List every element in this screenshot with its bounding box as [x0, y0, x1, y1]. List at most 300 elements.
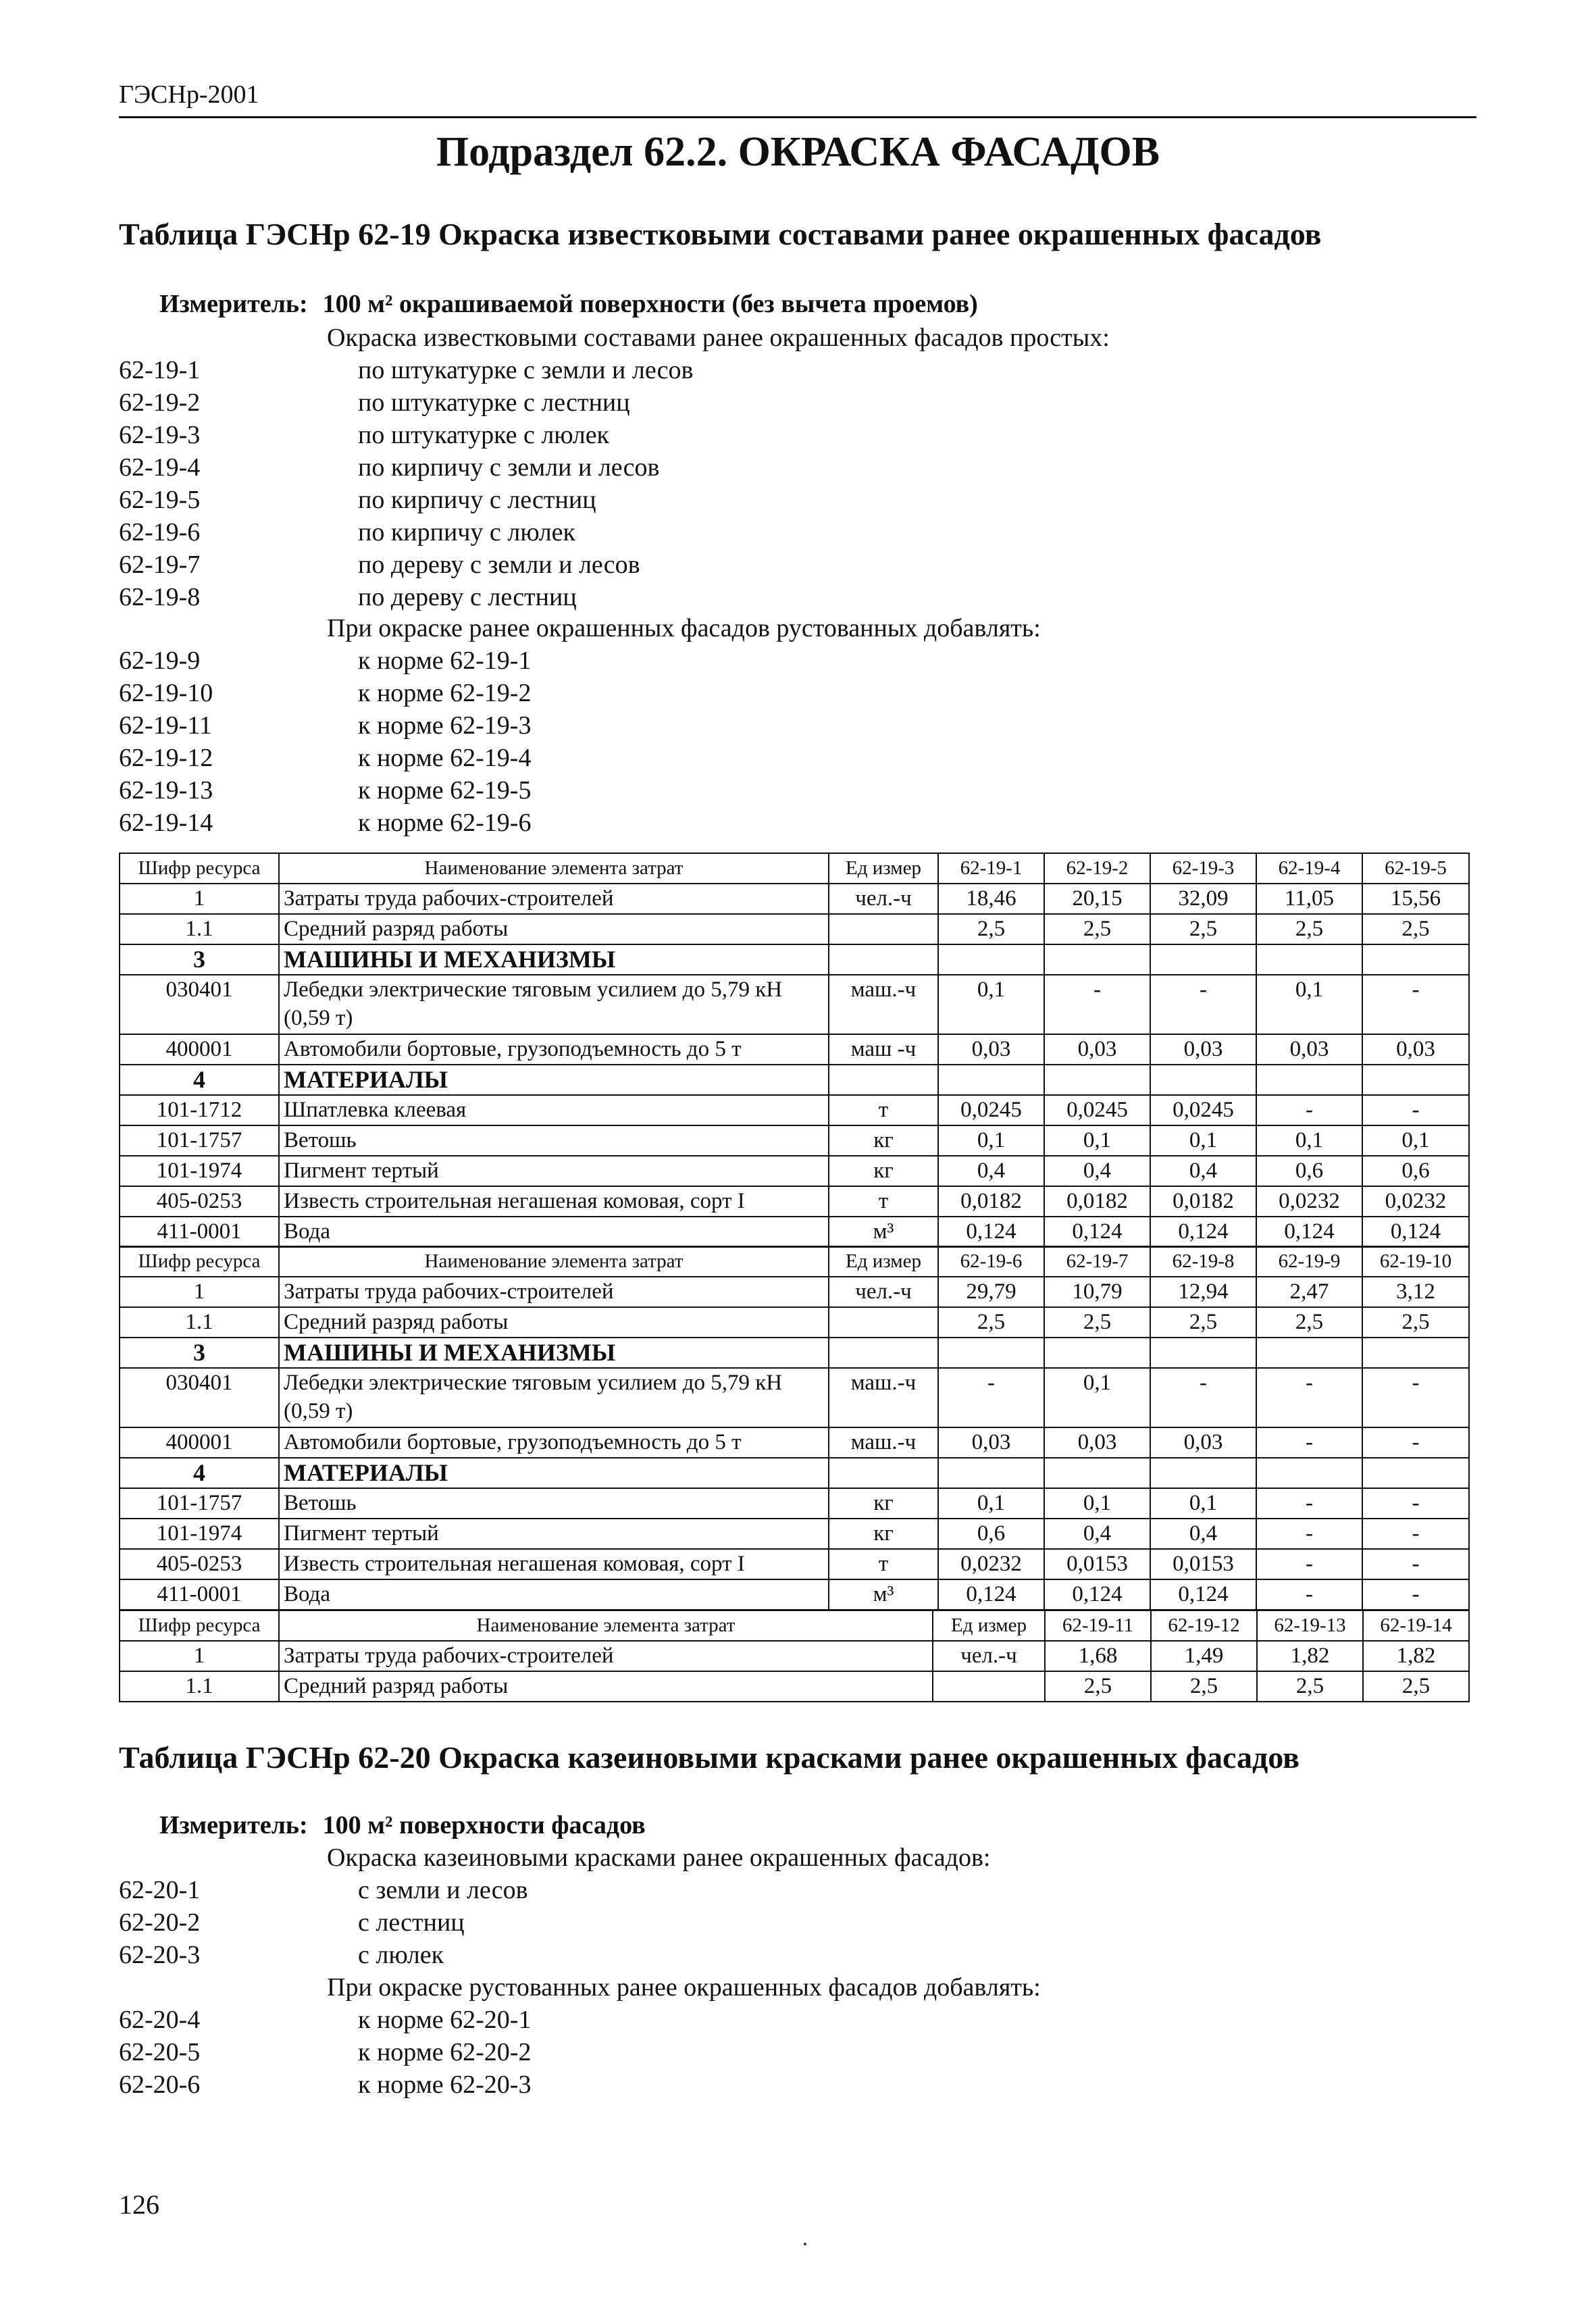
norm-value: 0,03: [1150, 1034, 1256, 1065]
norm-code: 62-19-12: [119, 744, 213, 772]
norm-value: 2,5: [938, 1307, 1044, 1338]
norm-value: [1362, 1458, 1469, 1488]
col-header-norm: 62-19-13: [1257, 1610, 1363, 1641]
norm-value: [1150, 1338, 1256, 1368]
resource-code: 1: [120, 1641, 279, 1671]
table-62-20-measure: [159, 1810, 646, 1840]
table-row: [120, 1641, 1469, 1671]
measure-label: Измеритель:: [159, 290, 308, 318]
resource-unit: м³: [829, 1217, 938, 1247]
resource-unit: [933, 1671, 1045, 1702]
resource-code: 101-1757: [120, 1125, 279, 1156]
col-header-norm: 62-19-5: [1362, 853, 1469, 884]
norm-value: 2,5: [1362, 1307, 1469, 1338]
norm-value: 2,5: [1362, 914, 1469, 944]
resource-code: 4: [120, 1458, 279, 1488]
header-divider: [119, 116, 1476, 118]
norm-value: -: [938, 1368, 1044, 1427]
col-header-norm: 62-19-6: [938, 1246, 1044, 1277]
norm-item: [119, 2037, 531, 2067]
resource-name: Известь строительная негашеная комовая, сорт I: [279, 1549, 829, 1579]
norm-description: к норме 62-19-2: [358, 679, 532, 707]
norm-code: 62-19-6: [119, 518, 201, 547]
col-header-norm: 62-19-14: [1363, 1610, 1469, 1641]
norm-value: 29,79: [938, 1277, 1044, 1307]
resource-name: Вода: [279, 1217, 829, 1247]
resource-unit: кг: [829, 1156, 938, 1186]
resource-code: 101-1757: [120, 1488, 279, 1519]
section-heading: МАТЕРИАЛЫ: [279, 1458, 829, 1488]
norm-item: [119, 711, 531, 740]
norm-value: 0,4: [1150, 1519, 1256, 1549]
norm-value: 1,49: [1151, 1641, 1257, 1671]
norm-item: [119, 776, 531, 805]
norm-value: 0,03: [938, 1427, 1044, 1458]
section-title: Подраздел 62.2. ОКРАСКА ФАСАДОВ: [436, 129, 1160, 175]
norm-code: 62-20-2: [119, 1908, 201, 1937]
norm-value: [1362, 1065, 1469, 1095]
norm-value: 0,1: [938, 1125, 1044, 1156]
norm-value: [938, 1065, 1044, 1095]
table-62-19-intro-rusticated: При окраске ранее окрашенных фасадов рустованных добавлять:: [327, 614, 1041, 642]
resource-code: 101-1712: [120, 1095, 279, 1125]
norm-value: [1362, 1338, 1469, 1368]
norm-value: [1256, 944, 1362, 975]
norm-description: по дереву с лестниц: [358, 583, 577, 611]
resource-name: Средний разряд работы: [279, 1307, 829, 1338]
norm-value: 0,0153: [1150, 1549, 1256, 1579]
norm-description: по кирпичу с лестниц: [358, 486, 596, 514]
table-62-20-title: Таблица ГЭСНр 62-20 Окраска казеиновыми красками ранее окрашенных фасадов: [119, 1740, 1299, 1775]
resource-unit: кг: [829, 1519, 938, 1549]
resource-unit: [829, 1458, 938, 1488]
resource-unit: [829, 1065, 938, 1095]
resource-name: Затраты труда рабочих-строителей: [279, 1641, 933, 1671]
norm-value: 0,03: [938, 1034, 1044, 1065]
norm-code: 62-19-5: [119, 486, 201, 514]
col-header-name: Наименование элемента затрат: [279, 853, 829, 884]
col-header-unit: Ед измер: [829, 853, 938, 884]
norm-value: 0,1: [1044, 1368, 1150, 1427]
norm-value: 2,5: [1363, 1671, 1469, 1702]
table-row: [120, 1065, 1469, 1095]
resource-name: Шпатлевка клеевая: [279, 1095, 829, 1125]
col-header-name: Наименование элемента затрат: [279, 1246, 829, 1277]
table-row: [120, 975, 1469, 1034]
col-header-norm: 62-19-8: [1150, 1246, 1256, 1277]
norm-description: к норме 62-19-6: [358, 809, 532, 837]
norm-value: [1150, 944, 1256, 975]
norm-value: [1044, 944, 1150, 975]
norm-code: 62-20-5: [119, 2038, 201, 2066]
norm-value: 2,47: [1256, 1277, 1362, 1307]
resource-unit: кг: [829, 1488, 938, 1519]
norm-description: к норме 62-19-5: [358, 776, 532, 805]
table-row: [120, 914, 1469, 944]
resource-name: Вода: [279, 1579, 829, 1610]
norm-value: [938, 1458, 1044, 1488]
norm-value: 11,05: [1256, 884, 1362, 914]
table-62-20-intro: Окраска казеиновыми красками ранее окрашенных фасадов:: [327, 1844, 991, 1872]
norm-value: 0,1: [1150, 1125, 1256, 1156]
col-header-unit: Ед измер: [829, 1246, 938, 1277]
norm-value: -: [1256, 1095, 1362, 1125]
table-row: [120, 1368, 1469, 1427]
norm-value: 1,82: [1257, 1641, 1363, 1671]
table-row: [120, 1307, 1469, 1338]
col-header-norm: 62-19-12: [1151, 1610, 1257, 1641]
resource-code: 030401: [120, 1368, 279, 1427]
norm-value: 0,03: [1256, 1034, 1362, 1065]
resource-name: Пигмент тертый: [279, 1156, 829, 1186]
table-row: [120, 1338, 1469, 1368]
resource-unit: [829, 914, 938, 944]
norm-value: 2,5: [1256, 1307, 1362, 1338]
norm-description: по штукатурке с земли и лесов: [358, 356, 694, 384]
norm-item: [119, 485, 596, 515]
norm-value: -: [1362, 1549, 1469, 1579]
col-header-code: Шифр ресурса: [120, 1610, 279, 1641]
norm-value: 0,0182: [1044, 1186, 1150, 1217]
section-heading: МАШИНЫ И МЕХАНИЗМЫ: [279, 1338, 829, 1368]
norm-value: 2,5: [1256, 914, 1362, 944]
resource-name: Средний разряд работы: [279, 1671, 933, 1702]
norm-value: 0,0182: [938, 1186, 1044, 1217]
norm-value: [1256, 1065, 1362, 1095]
col-header-norm: 62-19-3: [1150, 853, 1256, 884]
resource-code: 101-1974: [120, 1156, 279, 1186]
norm-item: [119, 355, 693, 385]
norm-value: -: [1362, 1368, 1469, 1427]
norm-value: 0,0232: [1256, 1186, 1362, 1217]
norm-value: -: [1362, 975, 1469, 1034]
norm-description: по штукатурке с люлек: [358, 421, 610, 449]
resource-code: 405-0253: [120, 1186, 279, 1217]
table-62-19-measure: [159, 289, 978, 319]
resource-unit: т: [829, 1095, 938, 1125]
resource-name: Автомобили бортовые, грузоподъемность до 5 т: [279, 1034, 829, 1065]
norm-description: по кирпичу с люлек: [358, 518, 575, 547]
resource-name: Автомобили бортовые, грузоподъемность до 5 т: [279, 1427, 829, 1458]
resource-unit: т: [829, 1186, 938, 1217]
norm-value: 0,03: [1362, 1034, 1469, 1065]
document-code: ГЭСНр-2001: [119, 80, 259, 109]
norm-value: 0,0245: [1150, 1095, 1256, 1125]
norm-value: 0,1: [1150, 1488, 1256, 1519]
norm-value: -: [1044, 975, 1150, 1034]
norm-value: 2,5: [1044, 914, 1150, 944]
resource-unit: [829, 1338, 938, 1368]
norm-code: 62-19-10: [119, 679, 213, 707]
norm-value: [938, 1338, 1044, 1368]
norm-description: к норме 62-19-1: [358, 646, 532, 675]
table-row: [120, 1217, 1469, 1247]
resource-code: 1.1: [120, 914, 279, 944]
resource-code: 400001: [120, 1427, 279, 1458]
norm-description: к норме 62-20-2: [358, 2038, 532, 2066]
norm-value: 0,1: [1256, 1125, 1362, 1156]
norm-value: 0,4: [1044, 1156, 1150, 1186]
resource-unit: маш.-ч: [829, 975, 938, 1034]
resource-name: Ветошь: [279, 1488, 829, 1519]
norm-value: 2,5: [1150, 1307, 1256, 1338]
norm-description: по кирпичу с земли и лесов: [358, 453, 660, 482]
table-62-20-intro-rusticated: При окраске рустованных ранее окрашенных фасадов добавлять:: [327, 1973, 1041, 2002]
norm-item: [119, 1875, 528, 1905]
norm-value: [938, 944, 1044, 975]
table-62-19-title: Таблица ГЭСНр 62-19 Окраска известковыми составами ранее окрашенных фасадов: [119, 217, 1322, 251]
page-number: 126: [119, 2189, 159, 2220]
norm-value: [1150, 1458, 1256, 1488]
norm-value: 0,6: [1362, 1156, 1469, 1186]
norm-value: -: [1362, 1095, 1469, 1125]
col-header-norm: 62-19-11: [1045, 1610, 1151, 1641]
norm-value: 0,0232: [938, 1549, 1044, 1579]
norm-item: [119, 808, 531, 838]
norm-description: по штукатурке с лестниц: [358, 388, 630, 417]
table-row: [120, 1186, 1469, 1217]
norm-value: 0,03: [1044, 1034, 1150, 1065]
norm-value: 2,5: [938, 914, 1044, 944]
table-row: [120, 1034, 1469, 1065]
norm-item: [119, 517, 575, 547]
norm-value: 0,1: [1362, 1125, 1469, 1156]
norm-description: с лестниц: [358, 1908, 465, 1937]
table-row: [120, 1427, 1469, 1458]
norm-value: 0,4: [1044, 1519, 1150, 1549]
norm-item: [119, 646, 531, 676]
resource-name: Пигмент тертый: [279, 1519, 829, 1549]
resource-unit: маш -ч: [829, 1034, 938, 1065]
resource-name: Известь строительная негашеная комовая, сорт I: [279, 1186, 829, 1217]
measure-value: 100 м² поверхности фасадов: [322, 1811, 646, 1839]
table-header-row: [120, 1610, 1469, 1641]
norm-value: -: [1150, 1368, 1256, 1427]
table-row: [120, 1458, 1469, 1488]
section-heading: МАШИНЫ И МЕХАНИЗМЫ: [279, 944, 829, 975]
col-header-code: Шифр ресурса: [120, 853, 279, 884]
resource-unit: м³: [829, 1579, 938, 1610]
norm-value: 0,0182: [1150, 1186, 1256, 1217]
norm-value: 12,94: [1150, 1277, 1256, 1307]
norm-value: 0,0245: [1044, 1095, 1150, 1125]
norm-value: [1044, 1458, 1150, 1488]
norm-item: [119, 2005, 531, 2035]
norm-value: 0,124: [1362, 1217, 1469, 1247]
norm-value: 15,56: [1362, 884, 1469, 914]
norm-item: [119, 1908, 465, 1937]
resource-unit: кг: [829, 1125, 938, 1156]
resource-table-1: [119, 853, 1470, 1248]
norm-value: 18,46: [938, 884, 1044, 914]
norm-value: 2,5: [1045, 1671, 1151, 1702]
norm-value: 0,03: [1150, 1427, 1256, 1458]
norm-value: -: [1362, 1579, 1469, 1610]
norm-value: 0,124: [938, 1579, 1044, 1610]
resource-unit: [829, 1307, 938, 1338]
norm-value: 0,6: [938, 1519, 1044, 1549]
resource-unit: [829, 944, 938, 975]
norm-description: с люлек: [358, 1941, 444, 1969]
norm-value: [1256, 1458, 1362, 1488]
norm-code: 62-19-9: [119, 646, 201, 675]
measure-label: Измеритель:: [159, 1811, 308, 1839]
norm-value: 0,124: [1150, 1579, 1256, 1610]
resource-name: Затраты труда рабочих-строителей: [279, 884, 829, 914]
col-header-code: Шифр ресурса: [120, 1246, 279, 1277]
table-row: [120, 1519, 1469, 1549]
table-header-row: [120, 1246, 1469, 1277]
resource-code: 1: [120, 1277, 279, 1307]
norm-value: [1044, 1065, 1150, 1095]
norm-value: 0,1: [938, 1488, 1044, 1519]
norm-value: 3,12: [1362, 1277, 1469, 1307]
norm-item: [119, 743, 531, 773]
table-header-row: [120, 853, 1469, 884]
resource-code: 3: [120, 1338, 279, 1368]
norm-value: [1256, 1338, 1362, 1368]
norm-item: [119, 678, 531, 708]
norm-value: -: [1256, 1427, 1362, 1458]
table-row: [120, 884, 1469, 914]
norm-value: 2,5: [1044, 1307, 1150, 1338]
norm-value: -: [1362, 1427, 1469, 1458]
norm-value: 0,0153: [1044, 1549, 1150, 1579]
resource-name: Лебедки электрические тяговым усилием до 5,79 кН (0,59 т): [279, 975, 829, 1034]
norm-description: к норме 62-20-1: [358, 2006, 532, 2034]
norm-value: 0,124: [1150, 1217, 1256, 1247]
resource-table-3: [119, 1610, 1470, 1702]
resource-name: Ветошь: [279, 1125, 829, 1156]
col-header-norm: 62-19-9: [1256, 1246, 1362, 1277]
norm-value: 0,4: [938, 1156, 1044, 1186]
resource-name: Затраты труда рабочих-строителей: [279, 1277, 829, 1307]
norm-value: 0,0245: [938, 1095, 1044, 1125]
norm-value: 0,124: [1044, 1217, 1150, 1247]
col-header-norm: 62-19-10: [1362, 1246, 1469, 1277]
resource-code: 411-0001: [120, 1217, 279, 1247]
norm-value: 0,124: [1256, 1217, 1362, 1247]
norm-value: [1362, 944, 1469, 975]
table-row: [120, 1549, 1469, 1579]
table-row: [120, 1095, 1469, 1125]
resource-unit: чел.-ч: [829, 884, 938, 914]
resource-table-2: [119, 1246, 1470, 1610]
norm-code: 62-19-4: [119, 453, 201, 482]
norm-code: 62-19-13: [119, 776, 213, 805]
col-header-name: Наименование элемента затрат: [279, 1610, 933, 1641]
table-row: [120, 1156, 1469, 1186]
col-header-unit: Ед измер: [933, 1610, 1045, 1641]
resource-code: 400001: [120, 1034, 279, 1065]
scan-speck: [804, 2243, 806, 2245]
norm-item: [119, 1940, 444, 1970]
norm-value: 0,4: [1150, 1156, 1256, 1186]
norm-value: 20,15: [1044, 884, 1150, 914]
measure-value: 100 м² окрашиваемой поверхности (без вычета проемов): [322, 290, 978, 318]
norm-value: [1044, 1338, 1150, 1368]
resource-code: 4: [120, 1065, 279, 1095]
norm-value: 0,1: [1044, 1488, 1150, 1519]
norm-item: [119, 420, 609, 450]
table-62-19-intro: Окраска известковыми составами ранее окрашенных фасадов простых:: [327, 324, 1110, 352]
norm-code: 62-19-14: [119, 809, 213, 837]
norm-code: 62-20-3: [119, 1941, 201, 1969]
table-row: [120, 1277, 1469, 1307]
norm-code: 62-19-3: [119, 421, 201, 449]
norm-value: 2,5: [1257, 1671, 1363, 1702]
norm-description: с земли и лесов: [358, 1876, 528, 1904]
norm-value: 0,03: [1044, 1427, 1150, 1458]
norm-value: 0,124: [1044, 1579, 1150, 1610]
norm-value: 1,68: [1045, 1641, 1151, 1671]
norm-description: к норме 62-19-4: [358, 744, 532, 772]
norm-value: -: [1362, 1519, 1469, 1549]
resource-name: Средний разряд работы: [279, 914, 829, 944]
norm-code: 62-20-1: [119, 1876, 201, 1904]
resource-code: 101-1974: [120, 1519, 279, 1549]
col-header-norm: 62-19-4: [1256, 853, 1362, 884]
norm-value: 0,0232: [1362, 1186, 1469, 1217]
norm-item: [119, 550, 640, 580]
norm-value: -: [1256, 1549, 1362, 1579]
norm-value: 0,1: [1044, 1125, 1150, 1156]
resource-unit: чел.-ч: [933, 1641, 1045, 1671]
table-row: [120, 1125, 1469, 1156]
resource-code: 030401: [120, 975, 279, 1034]
col-header-norm: 62-19-2: [1044, 853, 1150, 884]
norm-item: [119, 2070, 531, 2100]
norm-value: 0,124: [938, 1217, 1044, 1247]
norm-value: 1,82: [1363, 1641, 1469, 1671]
norm-value: 10,79: [1044, 1277, 1150, 1307]
table-row: [120, 1671, 1469, 1702]
norm-description: к норме 62-19-3: [358, 711, 532, 740]
section-heading: МАТЕРИАЛЫ: [279, 1065, 829, 1095]
norm-code: 62-19-7: [119, 551, 201, 579]
table-row: [120, 944, 1469, 975]
resource-unit: маш.-ч: [829, 1427, 938, 1458]
norm-value: [1150, 1065, 1256, 1095]
norm-value: 2,5: [1151, 1671, 1257, 1702]
norm-value: 32,09: [1150, 884, 1256, 914]
norm-value: -: [1256, 1368, 1362, 1427]
norm-code: 62-19-1: [119, 356, 201, 384]
norm-description: к норме 62-20-3: [358, 2070, 532, 2099]
norm-value: -: [1150, 975, 1256, 1034]
col-header-norm: 62-19-1: [938, 853, 1044, 884]
norm-value: -: [1256, 1579, 1362, 1610]
table-row: [120, 1579, 1469, 1610]
norm-item: [119, 388, 630, 417]
resource-code: 1: [120, 884, 279, 914]
norm-code: 62-19-11: [119, 711, 212, 740]
norm-value: 2,5: [1150, 914, 1256, 944]
col-header-norm: 62-19-7: [1044, 1246, 1150, 1277]
norm-value: -: [1256, 1519, 1362, 1549]
norm-value: 0,6: [1256, 1156, 1362, 1186]
norm-code: 62-19-8: [119, 583, 201, 611]
table-row: [120, 1488, 1469, 1519]
norm-value: 0,1: [1256, 975, 1362, 1034]
norm-item: [119, 582, 577, 612]
norm-value: 0,1: [938, 975, 1044, 1034]
norm-code: 62-20-6: [119, 2070, 201, 2099]
norm-code: 62-20-4: [119, 2006, 201, 2034]
norm-value: -: [1256, 1488, 1362, 1519]
resource-code: 1.1: [120, 1307, 279, 1338]
norm-item: [119, 453, 659, 482]
